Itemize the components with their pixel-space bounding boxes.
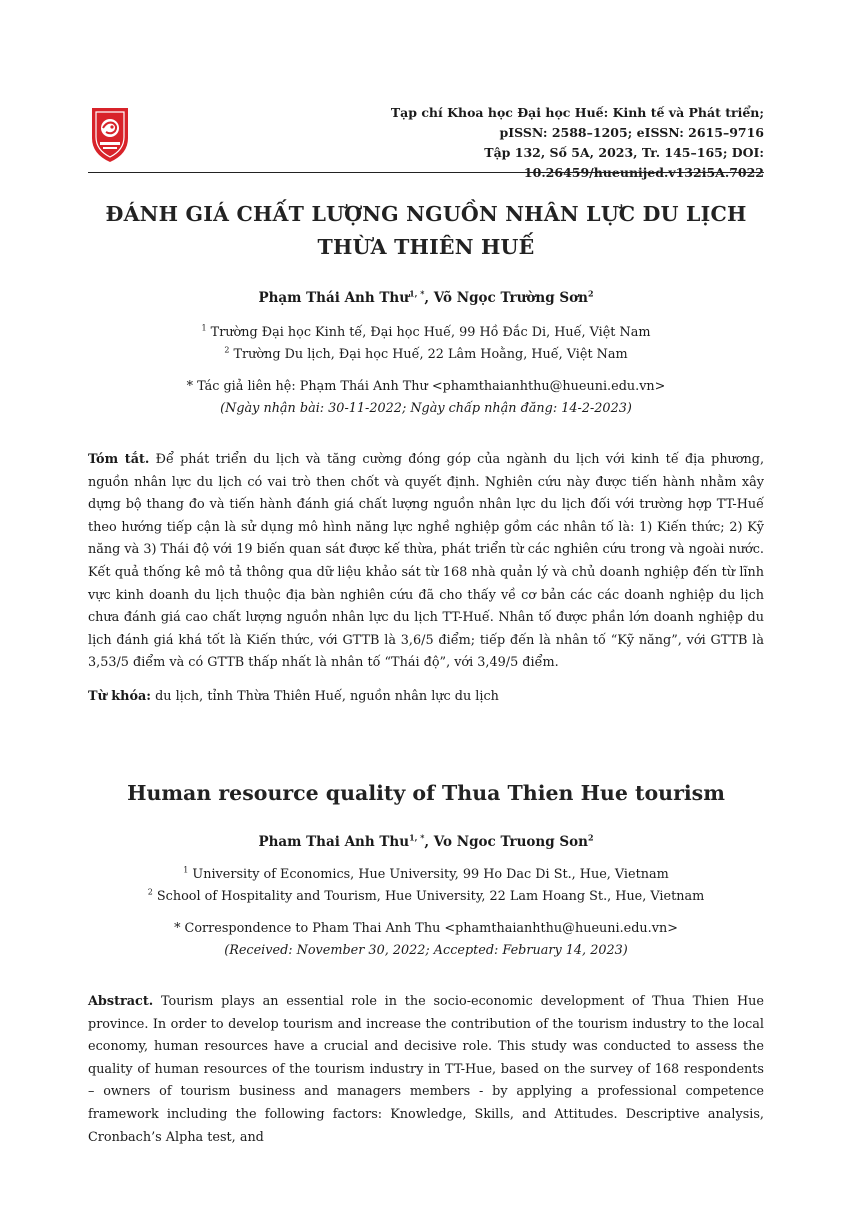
vi-correspondence-block xyxy=(88,376,764,420)
en-dates: (Received: November 30, 2022; Accepted: February 14, 2023) xyxy=(224,943,628,958)
en-author2: Vo Ngoc Truong Son xyxy=(433,834,588,850)
en-abstract xyxy=(88,991,764,1149)
vi-title xyxy=(88,198,764,264)
vi-abstract-label: Tóm tắt. xyxy=(88,452,150,467)
en-author1-sup: 1, * xyxy=(409,832,425,843)
en-affil2 xyxy=(88,886,764,908)
en-affil1-num: 1 xyxy=(183,865,189,875)
vi-author1: Phạm Thái Anh Thư xyxy=(258,290,410,306)
vi-correspondence: * Tác giả liên hệ: Phạm Thái Anh Thư <phamthaianhthu@hueuni.edu.vn> xyxy=(186,379,666,394)
vi-dates: (Ngày nhận bài: 30-11-2022; Ngày chấp nhận đăng: 14-2-2023) xyxy=(220,401,632,416)
en-correspondence-block xyxy=(88,918,764,962)
vi-title-line1: ĐÁNH GIÁ CHẤT LƯỢNG NGUỒN NHÂN LỰC DU LỊCH xyxy=(105,202,747,226)
vi-affil1 xyxy=(88,322,764,344)
journal-volume-doi: Tập 132, Số 5A, 2023, Tr. 145–165; DOI: 10.26459/hueunijed.v132i5A.7022 xyxy=(484,145,764,180)
vi-affiliations xyxy=(88,322,764,366)
journal-issn: pISSN: 2588–1205; eISSN: 2615–9716 xyxy=(499,125,764,140)
en-affil1-text: University of Economics, Hue University, 99 Ho Dac Di St., Hue, Vietnam xyxy=(188,867,669,882)
en-affil1 xyxy=(88,864,764,886)
vi-keywords-text: du lịch, tỉnh Thừa Thiên Huế, nguồn nhân lực du lịch xyxy=(151,689,499,704)
vi-abstract xyxy=(88,449,764,675)
vi-author1-sup: 1, * xyxy=(409,288,425,299)
vi-abstract-text: Để phát triển du lịch và tăng cường đóng góp của ngành du lịch với kinh tế địa phương, nguồn nhân lực du lịch có vai trò then chốt và quyết định. Nghiên cứu này được tiến hành nhằm xây dựng bộ thang đo và tiến hành đánh giá chất lượng nguồn nhân lực du lịch đối với trường hợp TT-Huế theo hướng tiếp cận là sử dụng mô hình năng lực nghề nghiệp gồm các nhân tố là: 1) Kiến thức; 2) Kỹ năng và 3) Thái độ với 19 biến quan sát được kế thừa, phát triển từ các nghiên cứu trong và ngoài nước. Kết quả thống kê mô tả thông qua dữ liệu khảo sát từ 168 nhà quản lý và chủ doanh nghiệp đến từ lĩnh vực kinh doanh du lịch thuộc địa bàn nghiên cứu đã cho thấy về cơ bản các các doanh nghiệp du lịch chưa đánh giá cao chất lượng nguồn nhân lực du lịch TT-Huế. Nhân tố được phần lớn doanh nghiệp du lịch đánh giá khá tốt là Kiến thức, với GTTB là 3,6/5 điểm; tiếp đến là nhân tố “Kỹ năng”, với GTTB là 3,53/5 điểm và có GTTB thấp nhất là nhân tố “Thái độ”, với 3,49/5 điểm. xyxy=(88,452,765,671)
en-affil2-num: 2 xyxy=(147,887,153,897)
en-author1: Pham Thai Anh Thu xyxy=(258,834,410,850)
en-affiliations xyxy=(88,864,764,908)
en-title: Human resource quality of Thua Thien Hue tourism xyxy=(127,781,725,805)
vi-authors xyxy=(88,290,764,306)
journal-header xyxy=(244,103,764,183)
en-abstract-text: Tourism plays an essential role in the socio-economic development of Thua Thien Hue province. In order to develop tourism and increase the contribution of the tourism industry to the local economy, human resources have a crucial and decisive role. This study was conducted to assess the quality of human resources of the tourism industry in TT-Hue, based on the survey of 168 respondents – owners of tourism business and managers members - by applying a professional competence framework including the following factors: Knowledge, Skills, and Attitudes. Descriptive analysis, Cronbach’s Alpha test, and xyxy=(88,994,764,1145)
en-abstract-label: Abstract. xyxy=(88,994,154,1009)
vi-affil2-num: 2 xyxy=(224,345,230,355)
vi-affil2-text: Trường Du lịch, Đại học Huế, 22 Lâm Hoằng, Huế, Việt Nam xyxy=(229,347,628,362)
vi-keywords-label: Từ khóa: xyxy=(88,689,152,704)
header-divider xyxy=(88,172,764,173)
en-author2-sup: 2 xyxy=(587,832,594,843)
vi-title-line2: THỪA THIÊN HUẾ xyxy=(317,235,535,259)
en-authors xyxy=(88,834,764,850)
vi-author2-sup: 2 xyxy=(587,288,594,299)
vi-affil1-num: 1 xyxy=(201,323,207,333)
vi-affil1-text: Trường Đại học Kinh tế, Đại học Huế, 99 Hồ Đắc Di, Huế, Việt Nam xyxy=(206,325,651,340)
vi-affil2 xyxy=(88,344,764,366)
en-affil2-text: School of Hospitality and Tourism, Hue University, 22 Lam Hoang St., Hue, Vietnam xyxy=(152,889,705,904)
en-author-sep: , xyxy=(424,834,434,850)
vi-author2: Võ Ngọc Trường Sơn xyxy=(433,290,588,306)
en-correspondence: * Correspondence to Pham Thai Anh Thu <phamthaianhthu@hueuni.edu.vn> xyxy=(174,921,678,936)
vi-author-sep: , xyxy=(424,290,434,306)
vi-keywords xyxy=(88,689,764,704)
journal-name: Tạp chí Khoa học Đại học Huế: Kinh tế và Phát triển; xyxy=(390,105,764,120)
hue-university-seal-icon xyxy=(88,104,132,164)
